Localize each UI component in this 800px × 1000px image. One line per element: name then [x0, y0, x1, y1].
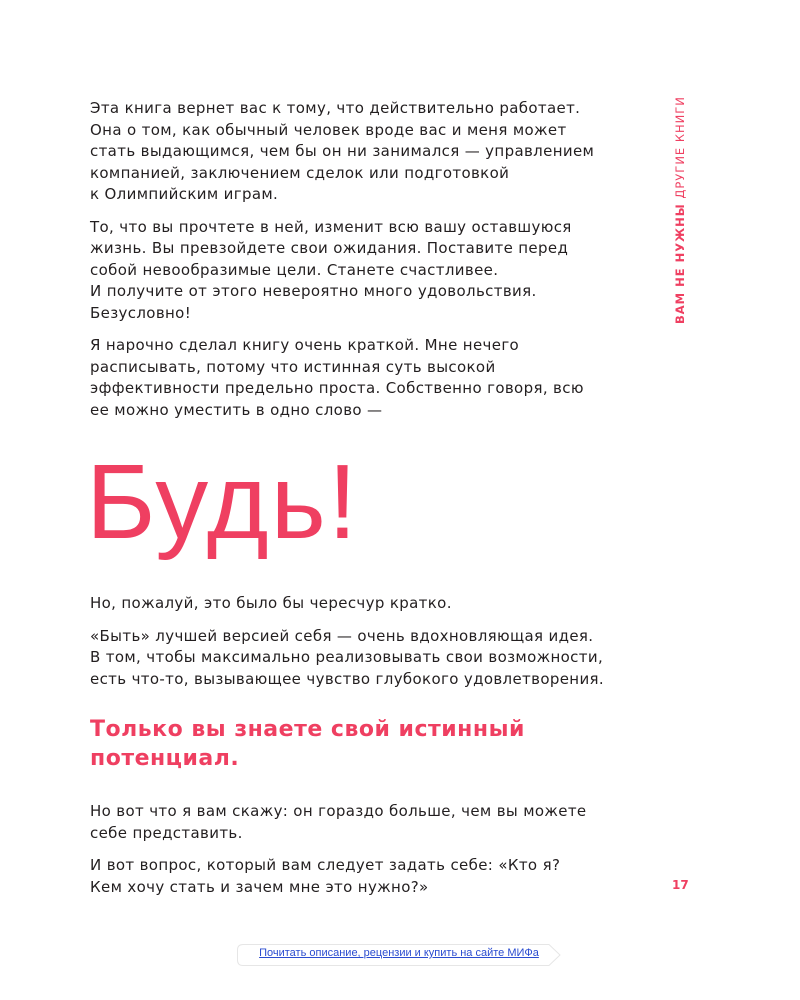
side-tab-light: ДРУГИЕ КНИГИ [673, 96, 687, 199]
paragraph-7: И вот вопрос, который вам следует задать себе: «Кто я? Кем хочу стать и зачем мне это нужно?» [90, 856, 561, 896]
paragraph-4: Но, пожалуй, это было бы чересчур кратко. [90, 594, 452, 612]
paragraph-3: Я нарочно сделал книгу очень краткой. Мне нечего расписывать, потому что истинная суть высокой эффективности предельно проста. Собственно говоря, всю ее можно уместить в одно слово — [90, 336, 584, 419]
paragraph-2: То, что вы прочтете в ней, изменит всю вашу оставшуюся жизнь. Вы превзойдете свои ожидания. Поставите перед собой невообразимые цели. Станете счастливее. И получите от этого невероятно много удовольствия. Безусловно! [90, 217, 572, 322]
page-number: 17 [672, 878, 689, 892]
page-content [86, 98, 650, 909]
big-word-budj: Будь! [86, 443, 360, 561]
paragraph-1: Эта книга вернет вас к тому, что действительно работает. Она о том, как обычный человек вроде вас и меня может стать выдающимся, чем бы он ни занимался — управлением компанией, заключением сделок или подготовкой к Олимпийским играм. [90, 99, 595, 203]
side-tab-bold: ВАМ НЕ НУЖНЫ [673, 203, 687, 324]
side-tab-label [673, 96, 687, 324]
paragraph-6: Но вот что я вам скажу: он гораздо больше, чем вы можете себе представить. [90, 802, 587, 842]
buy-on-mif-link[interactable]: Почитать описание, рецензии и купить на сайте МИФа [259, 947, 539, 959]
footer-link-box[interactable] [237, 944, 561, 966]
section-heading: Только вы знаете свой истинный потенциал. [90, 717, 525, 771]
paragraph-5: «Быть» лучшей версией себя — очень вдохновляющая идея. В том, чтобы максимально реализовывать свои возможности, есть что-то, вызывающее чувство глубокого удовлетворения. [90, 626, 605, 688]
